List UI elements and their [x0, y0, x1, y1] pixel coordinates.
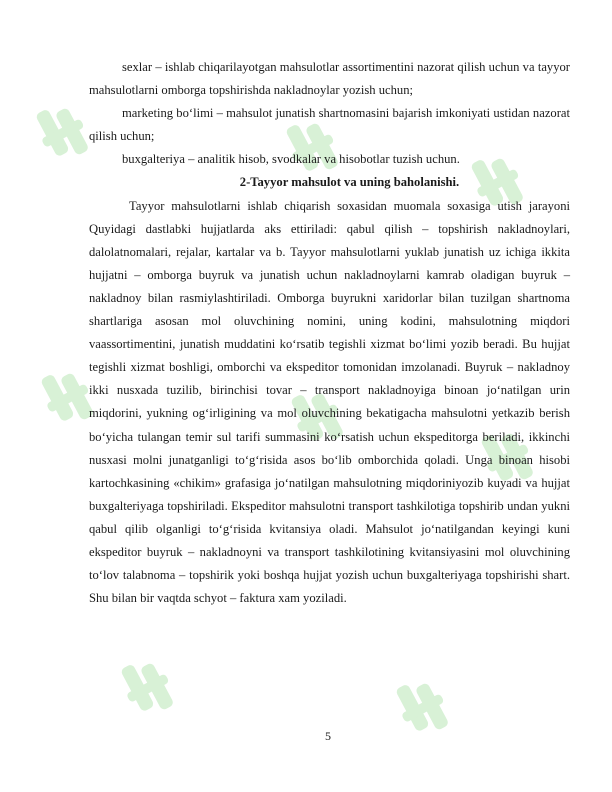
watermark-logo-icon: [115, 652, 180, 722]
paragraph: buxgalteriya – analitik hisob, svodkalar va hisobotlar tuzish uchun.: [122, 152, 460, 167]
page-number: 5: [325, 729, 331, 743]
paragraph: sexlar – ishlab chiqarilayotgan mahsulotlar assortimentini nazorat qilish uchun va tayyor mahsulotlarni omborga topshirishda nakladnoylar yozish uchun;: [89, 60, 570, 98]
body-paragraph: Tayyor mahsulotlarni ishlab chiqarish soxasidan muomala soxasiga utish jarayoni Quyidagi dastlabki hujjatlarda aks ettiriladi: qabul qilish – topshirish nakladnoylari, dalolatnomalari, rejalar, kartalar va b. Tayyor mahsulotlarni yuklab junatish uz ichiga ikkita hujjatni – omborga buyruk va junatish uchun nakladnoylarni kamrab oladigan buyruk – nakladnoy bilan rasmiylashtiriladi. Omborga buyrukni xaridorlar bilan tuzilgan shartnoma shartlariga asosan mol oluvchining nomini, uning kodini, mahsulotning miqdori vaassortimentini, junatish muddatini ko‘rsatib tegishli xizmat bo‘limi yozib beradi. Bu hujjat tegishli xizmat boshligi, omborchi va ekspeditor tomonidan imzolanadi. Buyruk – nakladnoy ikki nusxada tuzilib, birinchisi tovar – transport nakladnoyiga binoan jo‘natilgan urin miqdorini, yukning og‘irligining va mol oluvchining bekatigacha mahsulotni yetkazib berish bo‘yicha tulangan temir sul tarifi summasini ko‘rsatish uchun ekspeditorga beriladi, ikkinchi nusxasi molni junatganligi to‘g‘risida asos bo‘lib omborchida qoladi. Unga binoan hisobi kartochkasining «chikim» grafasiga jo‘natilgan mahsulotning miqdoriniyozib kuyadi va hujjat buxgalteriyaga topshiriladi. Ekspeditor mahsulotni transport tashkilotiga topshirib undan yukni qabul qilib olganligi to‘g‘risida kvitansiya oladi. Mahsulot jo‘natilgandan keyingi kuni ekspeditor buyruk – nakladnoyni va transport tashkilotining kvitansiyasini mol oluvchining to‘lov talabnoma – topshirik yoki boshqa hujjat yozish uchun buxgalteriyaga topshirishi shart. Shu bilan bir vaqtda schyot – faktura xam yoziladi.: [89, 198, 570, 606]
document-body: [89, 56, 570, 610]
section-heading: 2-Tayyor mahsulot va uning baholanishi.: [239, 175, 460, 190]
watermark-logo-icon: [30, 97, 95, 167]
paragraph: marketing bo‘limi – mahsulot junatish shartnomasini bajarish imkoniyati ustidan nazorat qilish uchun;: [89, 106, 570, 144]
